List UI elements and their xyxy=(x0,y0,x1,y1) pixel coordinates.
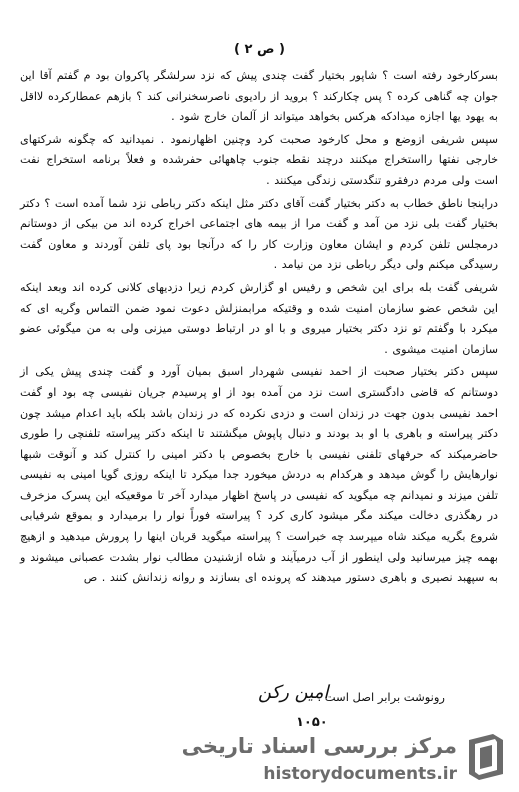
paragraph-5: سپس دکتر بختیار صحبت از احمد نفیسی شهردار اسبق بمیان آورد و گفت چندی پیش یکی از دوستانم که قاضی دادگستری است نزد من آمده بود از او پرسیدم جریان نفیسی چه بود او گفت احمد نفیسی بدون جهت در زندان است و دزدی نکرده که در زندان باشد بلکه باید اعدام میشد چون دکتر پیراسته و باهری با او بد بودند و دنبال پاپوش میگشتند تا اینکه دکتر پیراسته تلفنچی را طوری حاضرمیکند که حرفهای تلفنی نفیسی با خارج بخصوص با دکتر امینی را کنترل کند و آنوقت شبها نوارهایش را گوش میدهد و هرکدام به دردش میخورد جدا میکرد تا اینکه روزی گویا امینی به نفیسی تلفن میزند و نمیدانم چه میگوید که نفیسی در پاسخ اظهار میدارد آخر تا موقعیکه این پسرک مزخرف در رهگذری دخالت میکند مگر میشود کاری کرد ؟ پیراسته فوراً نوار را برمیدارد و بموقع شرفیابی شروع بگریه میکند شاه میپرسد چه خبراست ؟ پیراسته میگوید قربان اینها را پرورش میدهید و ازهیچ بهمه چیز میرسانید ولی اینطور از آب درمیآیند و شاه ازشنیدن مطالب نوار بشدت عصبانی میشوند و به سپهبد نصیری و باهری دستور میدهند که پرونده ای بسازند و روانه زندانش کنند . ص xyxy=(20,365,498,585)
paragraph-1: بسرکارخود رفته است ؟ شاپور بختیار گفت چندی پیش که نزد سرلشگر پاکروان بود م گفتم آقا این جوان چه گناهی کرده ؟ پس چکارکند ؟ بروید از رادیوی ناصرسخنرانی کند ؟ بازهم عمطارکرده لااقل به یهود یها اجازه میدادکه هرکس بخواهد میتواند از آلمان خارج شود . xyxy=(20,69,498,124)
paragraph-2: سپس شریفی ازوضع و محل کارخود صحبت کرد وچنین اظهارنمود . نمیدانید که چگونه شرکتهای خارجی نفتها رااستخراج میکنند درچند نقطه جنوب چاههائی حفرشده و فعلاً برنامه استخراج نفت است ولی مردم درفقرو تنگدستی زندگی میکنند . xyxy=(20,132,498,187)
page-number: ( ص ٢ ) xyxy=(234,42,285,57)
document-body xyxy=(20,66,498,591)
certified-copy-note: رونوشت برابر اصل است . xyxy=(317,690,445,704)
watermark-url[interactable]: historydocuments.ir xyxy=(263,764,457,784)
document-number: ۱۰۵۰ xyxy=(296,715,328,730)
signature: امین رکن xyxy=(258,682,329,703)
archive-logo-icon xyxy=(463,730,509,784)
paragraph-3: دراینجا ناطق خطاب به دکتر بختیار گفت آقای دکتر مثل اینکه دکتر رباطی نزد شما آمده است ؟ دکتر بختیار گفت بلی نزد من آمد و گفت مرا از بیمه های اجتماعی اخراج کرده اند من بیکی از دوستانم درمجلس تلفن کردم و ایشان معاون وزارت کار را که درآنجا بود پای تلفن آوردند و معاون گفت رسیدگی میکنم ولی دیگر رباطی نزد من نیامد . xyxy=(20,196,498,272)
watermark xyxy=(181,728,513,788)
watermark-title: مرکز بررسی اسناد تاریخی xyxy=(181,734,457,758)
paragraph-4: شریفی گفت بله برای این شخص و رفیس او گزارش کردم زیرا دزدیهای کلانی کرده اند وبعد اینکه این شخص عضو سازمان امنیت شده و وقتیکه مرابمنزلش دعوت نمود ضمن التماس وگریه ای که میکرد با وگفتم تو نزد دکتر بختیار میروی و با او در ارتباط دوستی میزنی ولی به من میگوئی عضو سازمان امنیت میشوی . xyxy=(20,280,498,356)
